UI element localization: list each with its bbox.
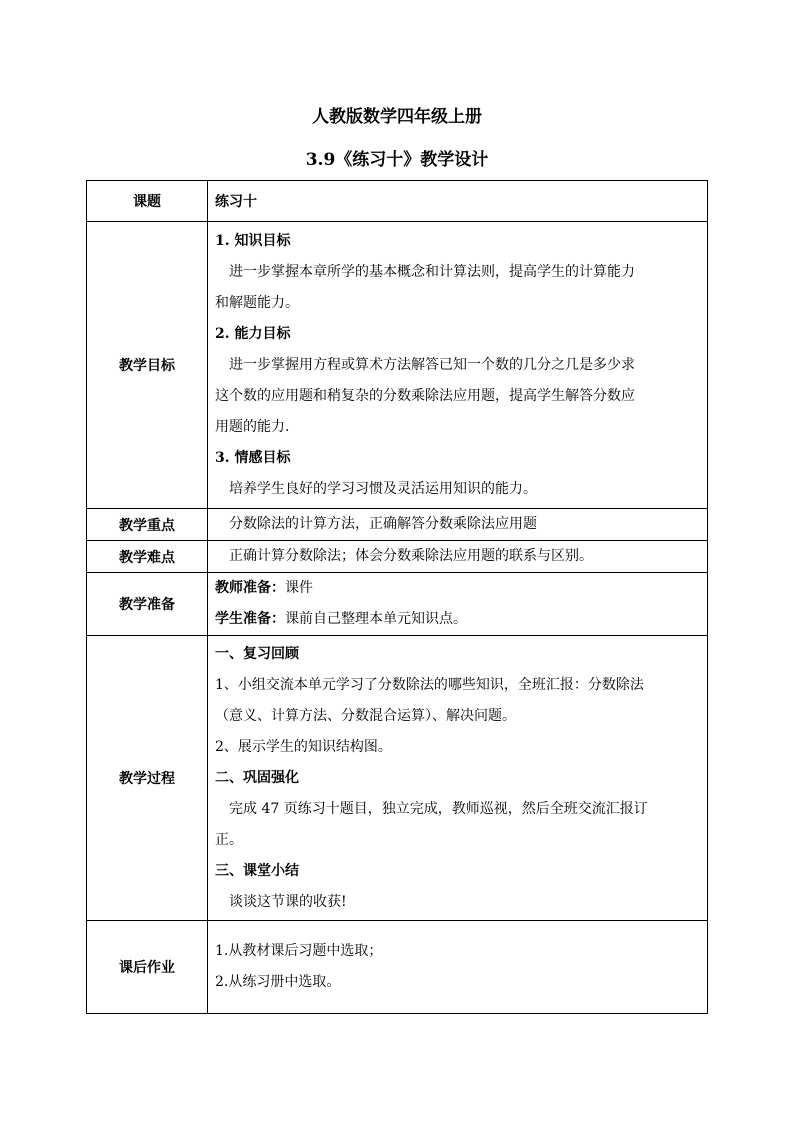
difficulties-text: 正确计算分数除法；体会分数乘除法应用题的联系与区别。 — [229, 548, 593, 564]
process-heading-consolidate: 二、巩固强化 — [215, 769, 299, 786]
row-label-preparation: 教学准备 — [87, 573, 208, 636]
table-row-preparation — [87, 573, 708, 636]
teacher-preparation-label: 教师准备： — [215, 580, 285, 596]
document-title: 人教版数学四年级上册 — [312, 107, 482, 127]
row-label-key-points: 教学重点 — [87, 509, 208, 541]
process-text: 2、展示学生的知识结构图。 — [215, 738, 392, 755]
objective-heading-ability: 2. 能力目标 — [215, 325, 291, 342]
table-row-homework — [87, 921, 708, 1014]
lesson-plan-table — [86, 180, 708, 1014]
objective-text: 和解题能力。 — [215, 294, 299, 311]
process-content — [208, 636, 708, 921]
objective-text: 用题的能力. — [215, 418, 290, 435]
student-preparation-label: 学生准备： — [215, 611, 285, 627]
key-points-content — [208, 509, 708, 541]
row-label-process: 教学过程 — [87, 636, 208, 921]
table-row-objectives — [87, 222, 708, 509]
row-label-difficulties: 教学难点 — [87, 541, 208, 573]
difficulties-content — [208, 541, 708, 573]
objectives-content — [208, 222, 708, 509]
document-subtitle: 3.9《练习十》教学设计 — [305, 150, 489, 170]
process-text: 1、小组交流本单元学习了分数除法的哪些知识，全班汇报：分数除法 — [215, 676, 644, 693]
objective-heading-knowledge: 1. 知识目标 — [215, 232, 291, 249]
homework-content — [208, 921, 708, 1014]
table-row-difficulties — [87, 541, 708, 573]
process-text: 完成 47 页练习十题目，独立完成，教师巡视，然后全班交流汇报订 — [229, 800, 648, 817]
process-text: （意义、计算方法、分数混合运算）、解决问题。 — [215, 707, 516, 724]
objective-text: 进一步掌握用方程或算术方法解答已知一个数的几分之几是多少求 — [229, 356, 635, 373]
topic-value: 练习十 — [208, 181, 708, 222]
teacher-preparation — [215, 573, 700, 604]
row-label-homework: 课后作业 — [87, 921, 208, 1014]
process-heading-review: 一、复习回顾 — [215, 645, 299, 662]
preparation-content — [208, 573, 708, 636]
homework-item: 1.从教材课后习题中选取； — [215, 943, 383, 959]
row-label-objectives: 教学目标 — [87, 222, 208, 509]
table-row-topic — [87, 181, 708, 222]
key-points-text: 分数除法的计算方法，正确解答分数乘除法应用题 — [229, 516, 537, 532]
process-heading-summary: 三、课堂小结 — [215, 862, 299, 879]
objective-heading-emotion: 3. 情感目标 — [215, 449, 291, 466]
row-label-topic: 课题 — [87, 181, 208, 222]
table-row-key-points — [87, 509, 708, 541]
process-text: 谈谈这节课的收获! — [229, 893, 347, 910]
process-text: 正。 — [215, 831, 243, 848]
objective-text: 进一步掌握本章所学的基本概念和计算法则，提高学生的计算能力 — [229, 263, 635, 280]
objective-text: 这个数的应用题和稍复杂的分数乘除法应用题，提高学生解答分数应 — [215, 387, 635, 404]
student-preparation — [215, 604, 700, 635]
objective-text: 培养学生良好的学习习惯及灵活运用知识的能力。 — [229, 480, 537, 497]
student-preparation-text: 课前自己整理本单元知识点。 — [285, 611, 467, 627]
teacher-preparation-text: 课件 — [285, 580, 313, 596]
table-row-process — [87, 636, 708, 921]
homework-item: 2.从练习册中选取。 — [215, 974, 341, 990]
